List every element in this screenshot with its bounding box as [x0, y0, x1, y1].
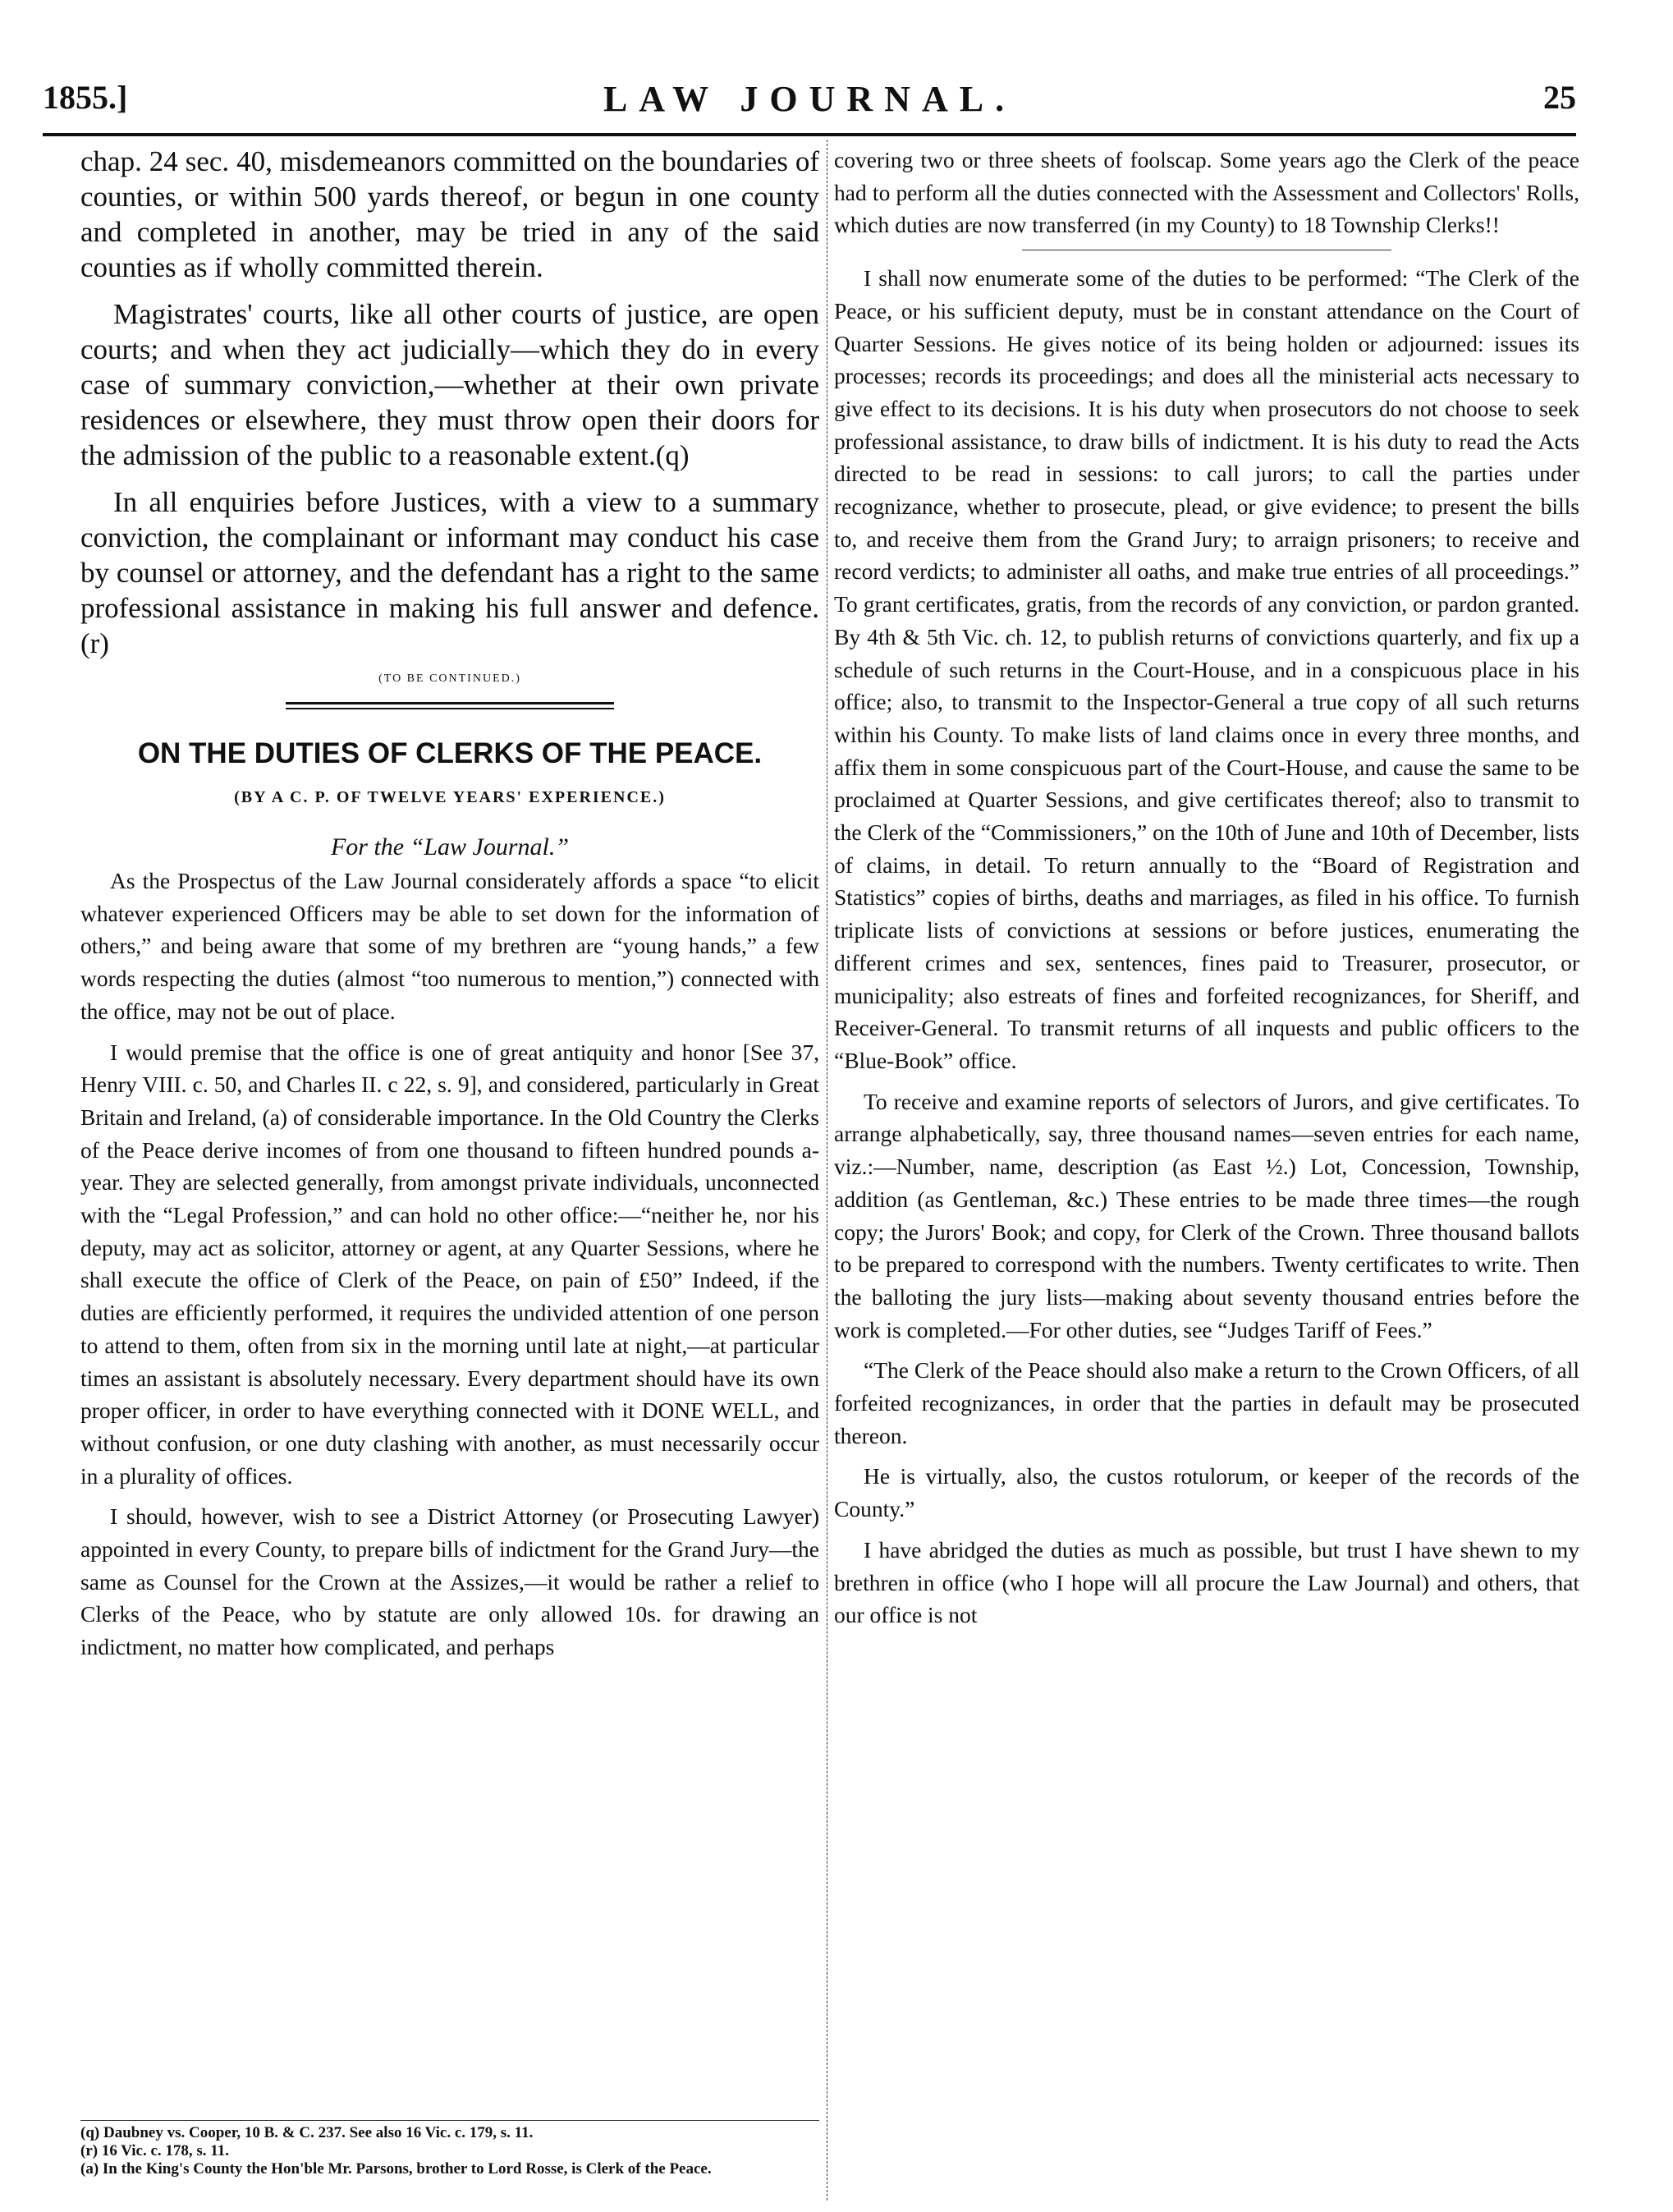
footnote: (q) Daubney vs. Cooper, 10 B. & C. 237. See also 16 Vic. c. 179, s. 11. [80, 2124, 534, 2141]
paragraph: covering two or three sheets of foolscap. Some years ago the Clerk of the peace had to perform all the duties connected with the Assessment and Collectors' Rolls, which duties are now transferred (in my County) to 18 Township Clerks!! [834, 147, 1579, 238]
byline: (BY A C. P. OF TWELVE YEARS' EXPERIENCE.) [234, 788, 666, 806]
footnote: (a) In the King's County the Hon'ble Mr. Parsons, brother to Lord Rosse, is Clerk of the Peace. [80, 2160, 712, 2178]
header-rule [43, 133, 1576, 136]
header-year: 1855.] [43, 79, 128, 116]
paragraph: As the Prospectus of the Law Journal considerately affords a space “to elicit whatever experienced Officers may be able to set down for the information of others,” and being aware that some of my brethren are “young hands,” a few words respecting the duties (almost “too numerous to mention,”) connected with the office, may not be out of place. [80, 868, 819, 1024]
journal-title: LAW JOURNAL. [603, 79, 1016, 119]
paragraph: I should, however, wish to see a District Attorney (or Prosecuting Lawyer) appointed in every County, to prepare bills of indictment for the Grand Jury—the same as Counsel for the Crown at the Assizes,—it would be rather a relief to Clerks of the Peace, who by statute are only allowed 10s. for drawing an indictment, no matter how complicated, and perhaps [80, 1503, 819, 1660]
section-divider [286, 702, 614, 709]
right-column [834, 144, 1579, 1640]
running-header [43, 78, 1576, 135]
paragraph: I would premise that the office is one of great antiquity and honor [See 37, Henry VIII. c. 50, and Charles II. c 22, s. 9], and considered, particularly in Great Britain and Ireland, (a) of considerable importance. In the Old Country the Clerks of the Peace derive incomes of from one thousand to fifteen hundred pounds a-year. They are selected generally, from amongst private individuals, unconnected with the “Legal Profession,” and can hold no other office:—“neither he, nor his deputy, may act as solicitor, attorney or agent, at any Quarter Sessions, where he shall execute the office of Clerk of the Peace, on pain of £50” Indeed, if the duties are efficiently performed, it requires the undivided attention of one person to attend to them, often from six in the morning until late at night,—at particular times an assistant is absolutely necessary. Every department should have its own proper officer, in order to have everything connected with it DONE WELL, and without confusion, or one duty clashing with another, as must necessarily occur in a plurality of offices. [80, 1039, 819, 1489]
to-be-continued: (TO BE CONTINUED.) [378, 672, 521, 685]
paragraph: I shall now enumerate some of the duties to be performed: “The Clerk of the Peace, or his sufficient deputy, must be in constant attendance on the Court of Quarter Sessions. He gives notice of its being holden or adjourned: issues its processes; records its proceedings; and does all the ministerial acts necessary to give effect to its decisions. It is his duty when prosecutors do not choose to seek professional assistance, to draw bills of indictment. It is his duty to read the Acts directed to be read in sessions: to call jurors; to call the parties under recognizance, whether to prosecute, plead, or give evidence; to present the bills to, and receive them from the Grand Jury; to arraign prisoners; to receive and record verdicts; to administer all oaths, and make true entries of all proceedings.” To grant certificates, gratis, from the records of any conviction, or pardon granted. By 4th & 5th Vic. ch. 12, to publish returns of convictions quarterly, and fix up a schedule of such returns in the Court-House, and in a conspicuous place in his office; also, to transmit to the Inspector-General a true copy of all such returns within his County. To make lists of land claims once in every three months, and affix them in some conspicuous part of the Court-House, and cause the same to be proclaimed at Quarter Sessions, and give certificates thereof; also to transmit to the Clerk of the “Commissioners,” on the 10th of June and 10th of December, lists of claims, in detail. To return annually to the “Board of Registration and Statistics” copies of births, deaths and marriages, as filed in his office. To furnish triplicate lists of convictions at sessions or before justices, enumerating the different crimes and sex, sentences, fines paid to Treasurer, prosecutor, or municipality; also estreats of fines and forfeited recognizances, for Sheriff, and Receiver-General. To transmit returns of all inquests and public officers to the “Blue-Book” office. [834, 265, 1579, 1073]
paragraph: “The Clerk of the Peace should also make a return to the Crown Officers, of all forfeited recognizances, in order that the parties in default may be prosecuted thereon. [834, 1357, 1579, 1448]
paragraph: Magistrates' courts, like all other courts of justice, are open courts; and when they act judicially—which they do in every case of summary conviction,—whether at their own private residences or elsewhere, they must throw open their doors for the admission of the public to a reasonable extent.(q) [80, 298, 819, 471]
page-number: 25 [1543, 79, 1576, 116]
paragraph: In all enquiries before Justices, with a view to a summary conviction, the complainant or informant may conduct his case by counsel or attorney, and the defendant has a right to the same professional assistance in making his full answer and defence.(r) [80, 486, 819, 659]
left-column [80, 144, 819, 1672]
paragraph: I have abridged the duties as much as possible, but trust I have shewn to my brethren in office (who I hope will all procure the Law Journal) and others, that our office is not [834, 1536, 1579, 1628]
for-line: For the “Law Journal.” [330, 833, 570, 860]
footnotes [80, 2120, 819, 2178]
paragraph: To receive and examine reports of selectors of Jurors, and give certificates. To arrange alphabetically, say, three thousand names—seven entries for each name, viz.:—Number, name, description (as East ½.) Lot, Concession, Township, addition (as Gentleman, &c.) These entries to be made three times—the rough copy; the Jurors' Book; and copy, for Clerk of the Crown. Three thousand ballots to be prepared to correspond with the numbers. Twenty certificates to write. Then the balloting the jury lists—making about seventy thousand entries before the work is completed.—For other duties, see “Judges Tariff of Fees.” [834, 1088, 1579, 1342]
continued-article [80, 144, 819, 661]
paragraph: chap. 24 sec. 40, misdemeanors committed on the boundaries of counties, or within 500 yards thereof, or begun in one county and completed in another, may be tried in any of the said counties as if wholly committed therein. [80, 145, 819, 283]
article-body [80, 865, 819, 1664]
section-title: ON THE DUTIES OF CLERKS OF THE PEACE. [137, 737, 763, 769]
paragraph: He is virtually, also, the custos rotulorum, or keeper of the records of the County.” [834, 1463, 1579, 1522]
footnote: (r) 16 Vic. c. 178, s. 11. [80, 2142, 230, 2159]
